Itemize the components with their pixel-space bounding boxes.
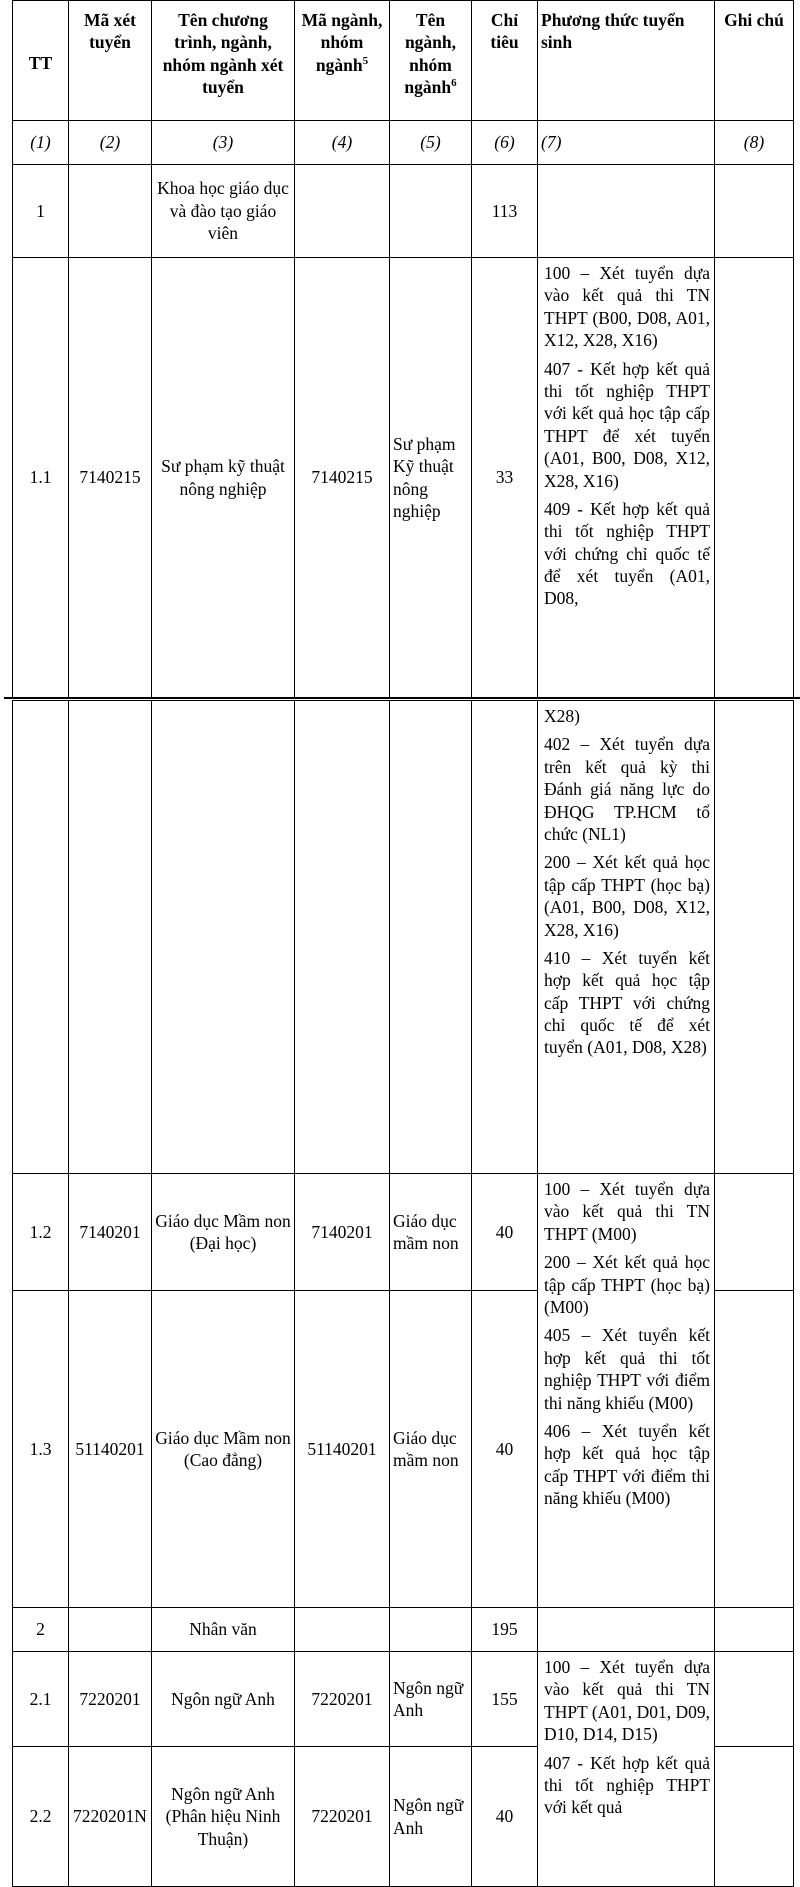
cell-empty <box>715 1652 794 1747</box>
col-header-ten-nganh-text: Tên ngành, nhóm ngành <box>404 10 457 98</box>
method-item: 407 - Kết hợp kết quả thi tốt nghiệp THPT với kết quả học tập cấp THPT để xét tuyển (A01, B00, D08, X12, X28, X16) <box>544 358 710 491</box>
method-item: 409 - Kết hợp kết quả thi tốt nghiệp THPT với chứng chỉ quốc tế để xét tuyển (A01, D08, <box>544 498 710 609</box>
cell-chi-tieu: 33 <box>472 258 538 698</box>
cell-ten-nganh: Giáo dục mầm non <box>390 1174 472 1291</box>
col-header-ma-nganh <box>295 1 390 121</box>
cell-ten-chuong-trinh: Giáo dục Mầm non (Đại học) <box>152 1174 295 1291</box>
cell-empty <box>295 701 390 1174</box>
table-row-continued <box>13 701 794 1174</box>
cell-ma-xet-tuyen: 7220201N <box>69 1747 152 1887</box>
method-item: 200 – Xét kết quả học tập cấp THPT (học bạ) (M00) <box>544 1252 710 1317</box>
cell-tt: 2.2 <box>13 1747 69 1887</box>
method-item: 406 – Xét tuyển kết hợp kết quả học tập cấp THPT với điểm thi năng khiếu (M00) <box>544 1420 710 1509</box>
col-number: (2) <box>69 121 152 165</box>
footnote-5: 5 <box>362 54 369 67</box>
cell-chi-tieu: 195 <box>472 1608 538 1652</box>
cell-ten-nganh: Giáo dục mầm non <box>390 1291 472 1608</box>
cell-phuong-thuc <box>538 1652 715 1887</box>
cell-empty <box>390 1608 472 1652</box>
method-item: X28) <box>544 706 580 726</box>
col-number: (6) <box>472 121 538 165</box>
method-item: 410 – Xét tuyển kết hợp kết quả học tập cấp THPT với chứng chỉ quốc tế để xét tuyển (A01, D08, X28) <box>544 947 710 1058</box>
cell-empty <box>538 1608 715 1652</box>
cell-ma-nganh: 7220201 <box>295 1747 390 1887</box>
cell-empty <box>69 1608 152 1652</box>
table-row <box>13 1652 794 1747</box>
table-row <box>13 1174 794 1291</box>
cell-chi-tieu: 40 <box>472 1747 538 1887</box>
cell-empty <box>715 1747 794 1887</box>
cell-empty <box>69 701 152 1174</box>
cell-tt: 1.1 <box>13 258 69 698</box>
cell-ma-nganh: 7220201 <box>295 1652 390 1747</box>
cell-ma-xet-tuyen: 7220201 <box>69 1652 152 1747</box>
col-header-tt: TT <box>13 1 69 121</box>
cell-ma-nganh: 7140201 <box>295 1174 390 1291</box>
cell-ten-chuong-trinh: Sư phạm kỹ thuật nông nghiệp <box>152 258 295 698</box>
cell-ma-xet-tuyen: 7140201 <box>69 1174 152 1291</box>
cell-ten-chuong-trinh: Ngôn ngữ Anh (Phân hiệu Ninh Thuận) <box>152 1747 295 1887</box>
cell-empty <box>390 701 472 1174</box>
method-item: 100 – Xét tuyển dựa vào kết quả thi TN THPT (M00) <box>544 1179 710 1244</box>
cell-phuong-thuc <box>538 1174 715 1608</box>
footnote-6: 6 <box>451 77 457 90</box>
admissions-table-part1 <box>12 0 794 698</box>
cell-tt: 1.2 <box>13 1174 69 1291</box>
cell-empty <box>295 1608 390 1652</box>
cell-chi-tieu: 113 <box>472 165 538 258</box>
col-number: (7) <box>538 121 715 165</box>
col-number: (8) <box>715 121 794 165</box>
cell-chi-tieu: 40 <box>472 1174 538 1291</box>
cell-phuong-thuc <box>538 701 715 1174</box>
cell-empty <box>715 258 794 698</box>
cell-ma-xet-tuyen: 7140215 <box>69 258 152 698</box>
col-header-ten-nganh <box>390 1 472 121</box>
cell-empty <box>13 701 69 1174</box>
cell-empty <box>715 1608 794 1652</box>
cell-empty <box>538 165 715 258</box>
col-header-chi-tieu: Chỉ tiêu <box>472 1 538 121</box>
method-item: 405 – Xét tuyển kết hợp kết quả thi tốt nghiệp THPT với điểm thi năng khiếu (M00) <box>544 1325 710 1413</box>
cell-empty <box>715 1174 794 1291</box>
cell-ten-chuong-trinh: Nhân văn <box>152 1608 295 1652</box>
page-break-line <box>4 697 800 699</box>
col-number: (4) <box>295 121 390 165</box>
cell-ten-nganh: Ngôn ngữ Anh <box>390 1747 472 1887</box>
col-header-ten-chuong-trinh: Tên chương trình, ngành, nhóm ngành xét tuyển <box>152 1 295 121</box>
table-row <box>13 1608 794 1652</box>
cell-empty <box>69 165 152 258</box>
cell-tt: 1.3 <box>13 1291 69 1608</box>
cell-ten-chuong-trinh: Khoa học giáo dục và đào tạo giáo viên <box>152 165 295 258</box>
col-number: (5) <box>390 121 472 165</box>
col-header-ghi-chu: Ghi chú <box>715 1 794 121</box>
method-item: 402 – Xét tuyển dựa trên kết quả kỳ thi Đánh giá năng lực do ĐHQG TP.HCM tổ chức (NL1) <box>544 734 710 844</box>
cell-ten-chuong-trinh: Ngôn ngữ Anh <box>152 1652 295 1747</box>
cell-empty <box>715 165 794 258</box>
method-item: 100 – Xét tuyển dựa vào kết quả thi TN THPT (B00, D08, A01, X12, X28, X16) <box>544 263 710 351</box>
cell-empty <box>295 165 390 258</box>
method-item: 100 – Xét tuyển dựa vào kết quả thi TN THPT (A01, D01, D09, D10, D14, D15) <box>544 1657 710 1745</box>
cell-ma-xet-tuyen: 51140201 <box>69 1291 152 1608</box>
cell-ten-chuong-trinh: Giáo dục Mầm non (Cao đẳng) <box>152 1291 295 1608</box>
header-row <box>13 1 794 121</box>
table-row <box>13 165 794 258</box>
cell-empty <box>152 701 295 1174</box>
cell-chi-tieu: 155 <box>472 1652 538 1747</box>
col-header-ma-nganh-text: Mã ngành, nhóm ngành <box>301 10 383 75</box>
cell-phuong-thuc <box>538 258 715 698</box>
column-number-row <box>13 121 794 165</box>
col-header-phuong-thuc: Phương thức tuyển sinh <box>538 1 715 121</box>
cell-empty <box>390 165 472 258</box>
table-row <box>13 258 794 698</box>
cell-chi-tieu: 40 <box>472 1291 538 1608</box>
col-number: (1) <box>13 121 69 165</box>
cell-ma-nganh: 7140215 <box>295 258 390 698</box>
cell-tt: 2.1 <box>13 1652 69 1747</box>
method-item: 200 – Xét kết quả học tập cấp THPT (học bạ) (A01, B00, D08, X12, X28, X16) <box>544 852 710 940</box>
admissions-table-part2 <box>12 700 794 1887</box>
cell-tt: 1 <box>13 165 69 258</box>
cell-ten-nganh: Sư phạm Kỹ thuật nông nghiệp <box>390 258 472 698</box>
cell-empty <box>715 1291 794 1608</box>
cell-tt: 2 <box>13 1608 69 1652</box>
cell-ma-nganh: 51140201 <box>295 1291 390 1608</box>
cell-empty <box>715 701 794 1174</box>
col-header-ma-xet-tuyen: Mã xét tuyển <box>69 1 152 121</box>
col-number: (3) <box>152 121 295 165</box>
cell-ten-nganh: Ngôn ngữ Anh <box>390 1652 472 1747</box>
method-item: 407 - Kết hợp kết quả thi tốt nghiệp THPT với kết quả <box>544 1752 710 1818</box>
cell-empty <box>472 701 538 1174</box>
